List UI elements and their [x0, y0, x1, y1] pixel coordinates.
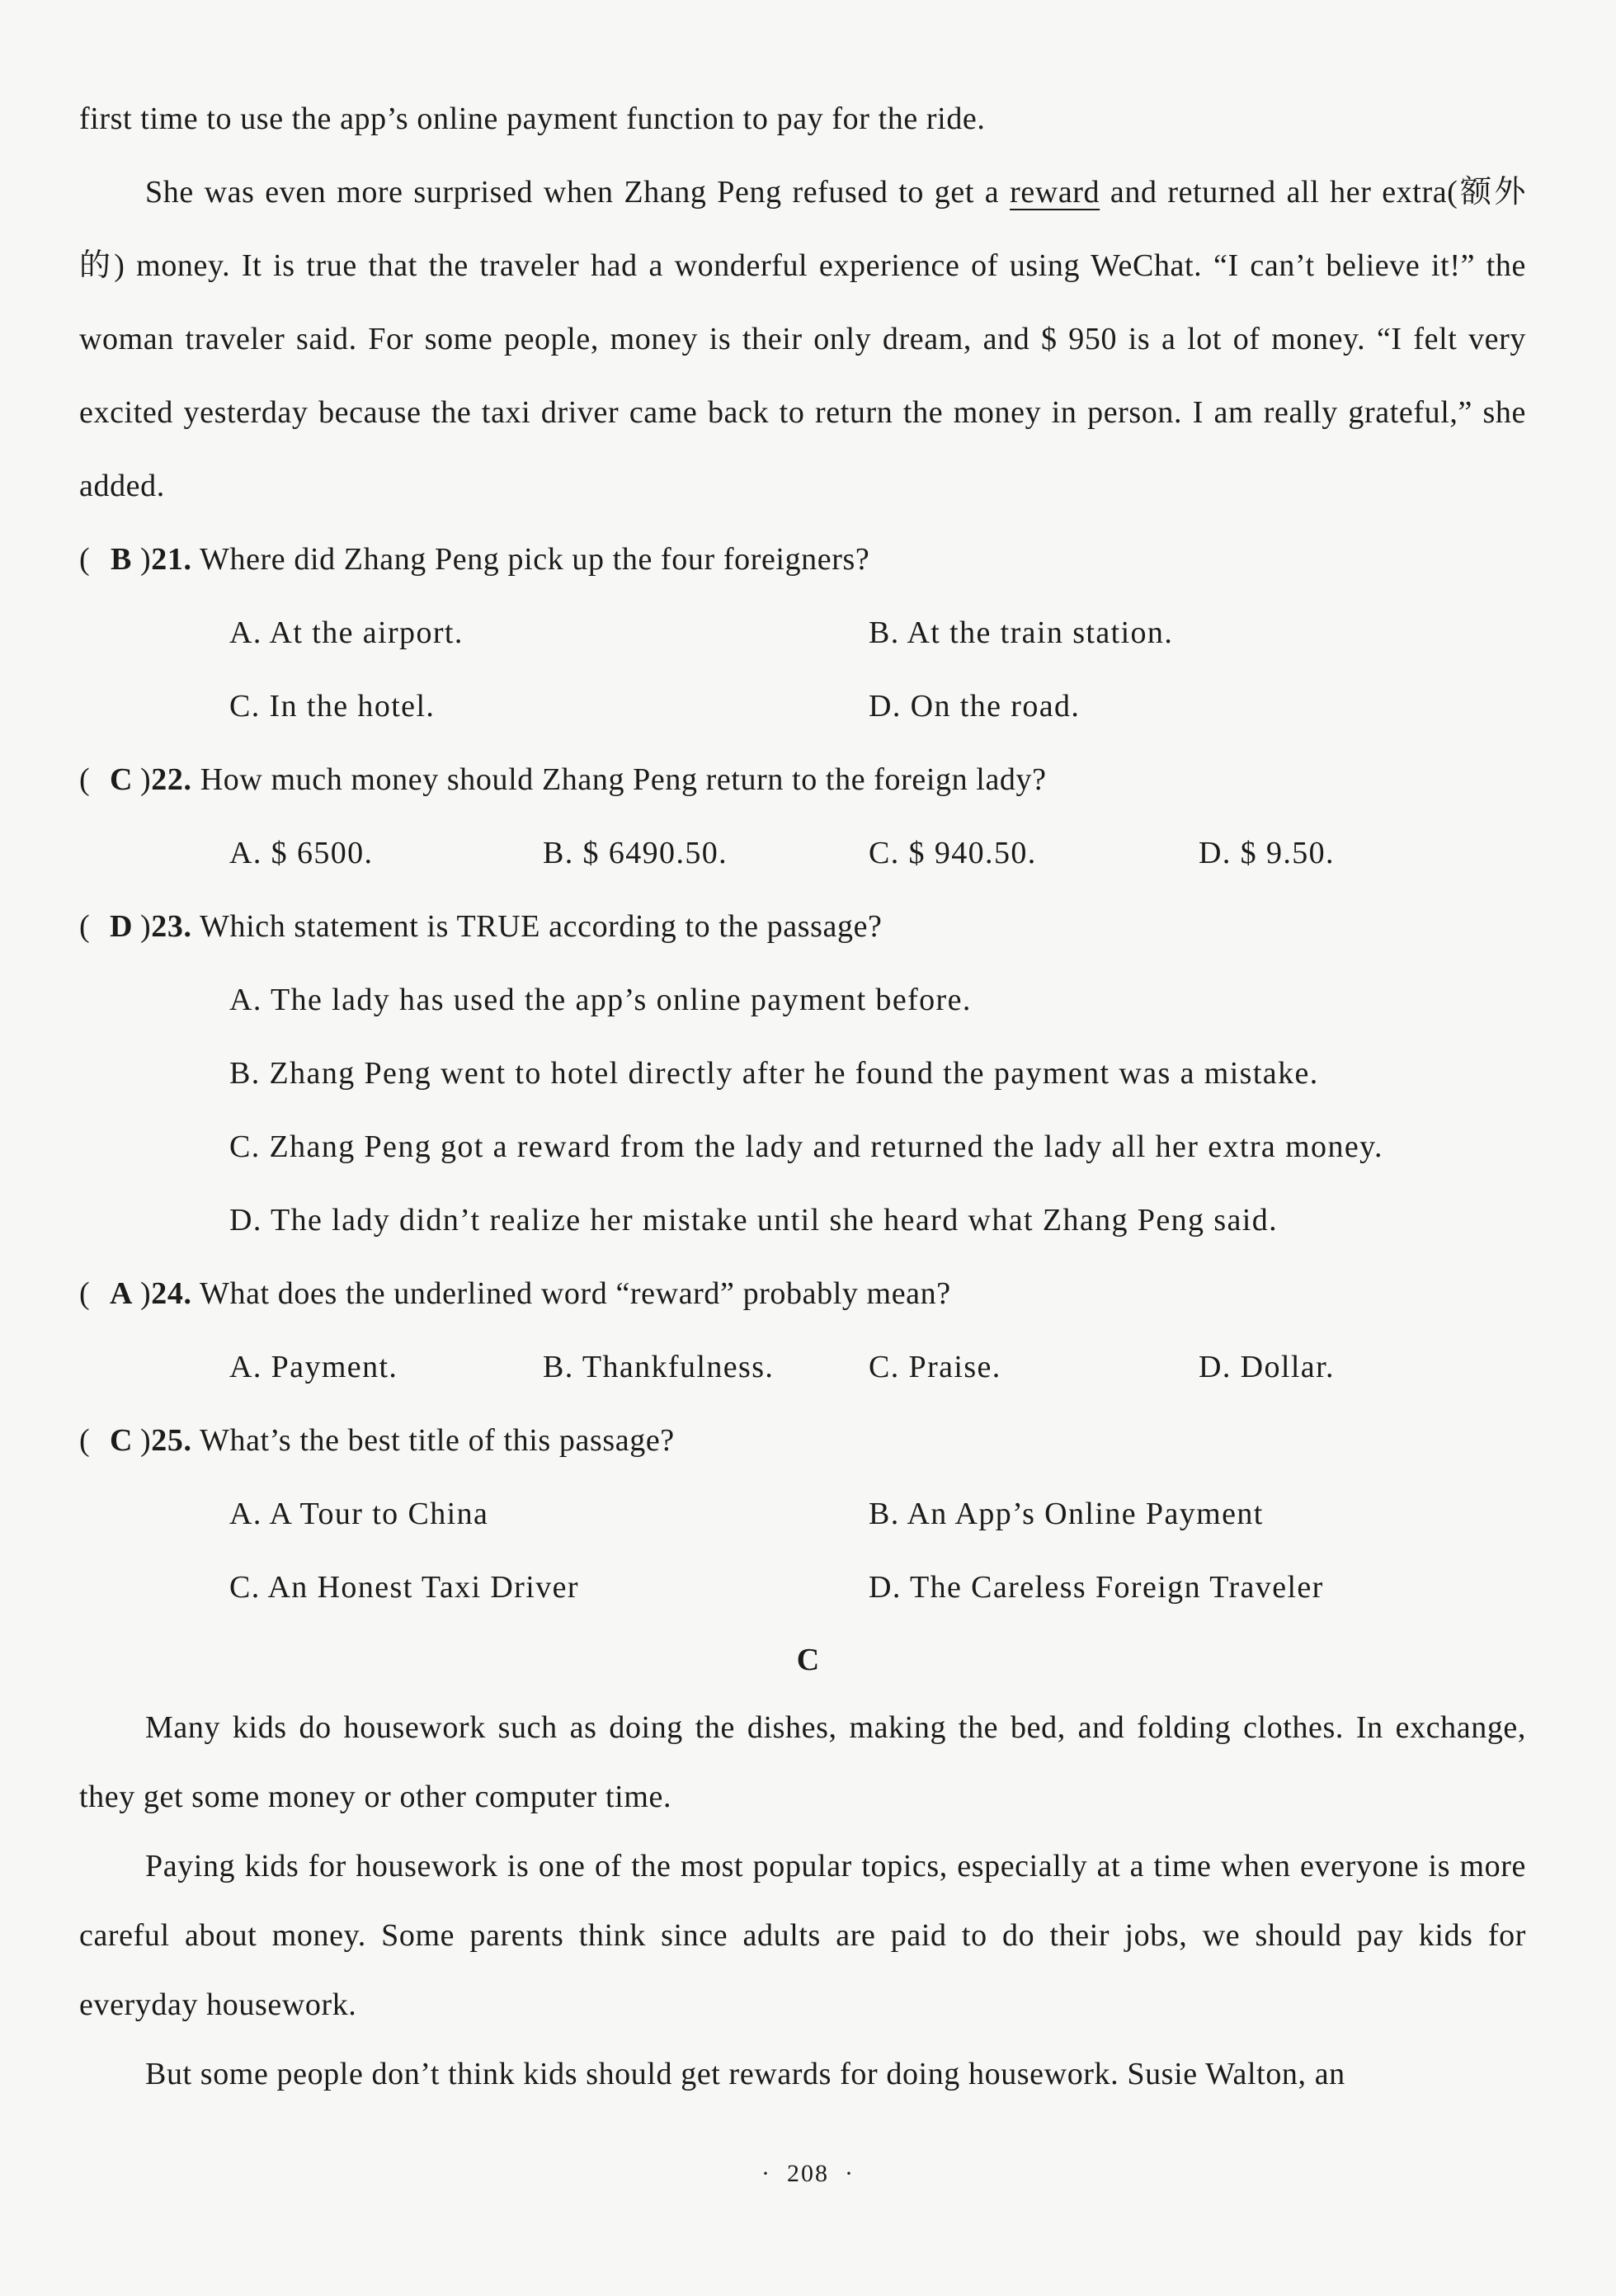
answer-22: C [109, 762, 134, 797]
question-24: ( A )24. What does the underlined word “reward” probably mean? [79, 1257, 1526, 1331]
question-25: ( C )25. What’s the best title of this passage? [79, 1404, 1526, 1478]
question-stem-23: Which statement is TRUE according to the passage? [200, 909, 883, 944]
option-23-c: C. Zhang Peng got a reward from the lady and returned the lady all her extra money. [229, 1129, 1383, 1164]
option-22-d: D. $ 9.50. [1199, 836, 1335, 870]
question-number-25: 25. [151, 1423, 192, 1458]
option-24-a: A. Payment. [229, 1350, 398, 1384]
option-24-c: C. Praise. [869, 1350, 1001, 1384]
option-25-b: B. An App’s Online Payment [869, 1497, 1264, 1531]
page-number: · 208 · [761, 2160, 855, 2187]
section-c-paragraph-3: But some people don’t think kids should get rewards for doing housework. Susie Walton, an [145, 2057, 1345, 2091]
question-stem-25: What’s the best title of this passage? [200, 1423, 675, 1458]
section-c-paragraph-1: Many kids do housework such as doing the dishes, making the bed, and folding clothes. In exchange, they get some money or other computer time. [79, 1710, 1526, 1814]
option-21-d: D. On the road. [869, 689, 1081, 724]
answer-23: D [109, 909, 134, 944]
question-number-21: 21. [151, 542, 192, 577]
question-22: ( C )22. How much money should Zhang Peng return to the foreign lady? [79, 743, 1526, 817]
option-23-b: B. Zhang Peng went to hotel directly after he found the payment was a mistake. [229, 1056, 1319, 1091]
option-21-b: B. At the train station. [869, 615, 1174, 650]
answer-24: A [109, 1276, 134, 1311]
option-25-a: A. A Tour to China [229, 1497, 489, 1531]
option-25-c: C. An Honest Taxi Driver [229, 1570, 579, 1605]
option-22-b: B. $ 6490.50. [543, 836, 728, 870]
question-number-22: 22. [151, 762, 192, 797]
answer-21: B [111, 542, 132, 577]
question-number-23: 23. [151, 909, 192, 944]
option-21-a: A. At the airport. [229, 615, 464, 650]
passage-b-last-line: first time to use the app’s online payment function to pay for the ride. [79, 101, 986, 136]
option-22-a: A. $ 6500. [229, 836, 374, 870]
option-24-d: D. Dollar. [1199, 1350, 1335, 1384]
passage-b-paragraph [79, 156, 1526, 523]
underlined-word-reward: reward [1010, 175, 1100, 210]
question-stem-21: Where did Zhang Peng pick up the four foreigners? [200, 542, 870, 577]
question-23: ( D )23. Which statement is TRUE according to the passage? [79, 890, 1526, 964]
section-c-heading: C [796, 1643, 820, 1677]
option-24-b: B. Thankfulness. [543, 1350, 775, 1384]
option-23-d: D. The lady didn’t realize her mistake until she heard what Zhang Peng said. [229, 1203, 1279, 1238]
question-stem-24: What does the underlined word “reward” probably mean? [200, 1276, 951, 1311]
option-25-d: D. The Careless Foreign Traveler [869, 1570, 1324, 1605]
option-23-a: A. The lady has used the app’s online payment before. [229, 983, 972, 1017]
question-number-24: 24. [151, 1276, 192, 1311]
question-21: ( B )21. Where did Zhang Peng pick up the four foreigners? [79, 523, 1526, 596]
page-number-value: 208 [787, 2160, 829, 2187]
answer-25: C [109, 1423, 134, 1458]
question-stem-22: How much money should Zhang Peng return to the foreign lady? [200, 762, 1047, 797]
section-c-paragraph-2: Paying kids for housework is one of the most popular topics, especially at a time when everyone is more careful about money. Some parents think since adults are paid to do their jobs, we should pay kids for everyday housework. [79, 1849, 1526, 2022]
option-22-c: C. $ 940.50. [869, 836, 1037, 870]
passage-b-text-after: and returned all her extra(额外的) money. It is true that the traveler had a wonderful experience of using WeChat. “I can’t believe it!” the woman traveler said. For some people, money is their only dream, and $ 950 is a lot of money. “I felt very excited yesterday because the taxi driver came back to return the money in person. I am really grateful,” she added. [79, 175, 1526, 503]
passage-b-text-before: She was even more surprised when Zhang Peng refused to get a [145, 175, 1011, 210]
option-21-c: C. In the hotel. [229, 689, 436, 724]
